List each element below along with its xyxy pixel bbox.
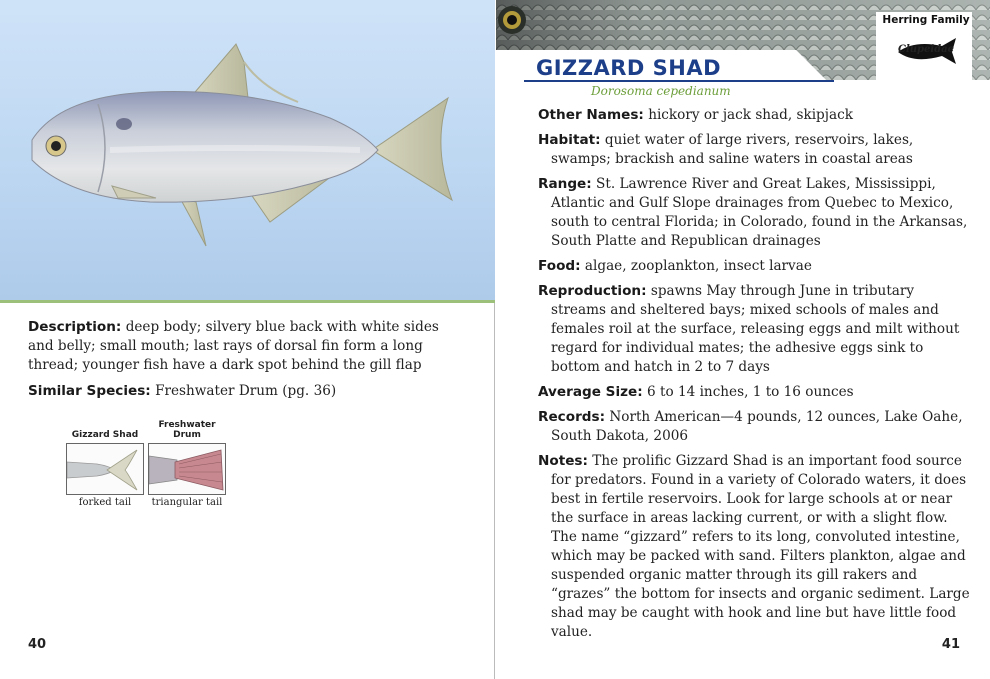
detail-text: 6 to 14 inches, 1 to 16 ounces	[647, 384, 854, 400]
right-page	[496, 0, 990, 679]
triangular-tail-image	[148, 443, 226, 495]
species-details	[538, 106, 970, 648]
detail-label: Range:	[538, 176, 592, 192]
family-scientific-name: Clupeidae	[897, 44, 954, 55]
forked-tail-image	[66, 443, 144, 495]
similar-species-label: Similar Species:	[28, 383, 151, 399]
title-underline	[524, 80, 834, 82]
similar-species-paragraph	[28, 382, 468, 401]
detail-text: The prolific Gizzard Shad is an important food source for predators. Found in a variety of Colorado waters, it does best in fertile reservoirs. Look for large schools at or near the surface in areas lacking current, or with a slight flow. The name “gizzard” refers to its long, convoluted intestine, which may be packed with sand. Filters plankton, algae and suspended organic matter through its gill rakers and “grazes” the bottom for insects and organic sediment. Large shad may be caught with hook and line but have little food value.	[551, 453, 970, 640]
detail-text: algae, zooplankton, insect larvae	[584, 258, 812, 274]
detail-label: Habitat:	[538, 132, 601, 148]
tail-comparison	[66, 418, 236, 508]
detail-label: Other Names:	[538, 107, 644, 123]
family-label-box	[878, 14, 974, 80]
detail-entry	[538, 282, 970, 377]
detail-entry	[538, 383, 970, 402]
detail-entry	[538, 452, 970, 642]
description-text: deep body; silvery blue back with white sides and belly; small mouth; last rays of dorsal fin form a long thread; younger fish have a dark spot behind the gill flap	[28, 319, 439, 373]
comparison-freshwater-drum	[148, 418, 226, 508]
detail-entry	[538, 131, 970, 169]
detail-entry	[538, 257, 970, 276]
page-number-left: 40	[28, 637, 47, 652]
comparison-caption: triangular tail	[151, 497, 223, 508]
detail-text: quiet water of large rivers, reservoirs, lakes, swamps; brackish and saline waters in coastal areas	[551, 132, 914, 167]
comparison-gizzard-shad	[66, 418, 144, 508]
detail-label: Reproduction:	[538, 283, 647, 299]
detail-entry	[538, 408, 970, 446]
left-body-text	[28, 318, 468, 408]
detail-text: spawns May through June in tributary streams and sheltered bays; mixed schools of males and females roil at the surface, releasing eggs and milt without regard for individual mates; the adhesive eggs sink to bottom and hatch in 2 to 7 days	[551, 283, 960, 375]
comparison-title: Freshwater Drum	[158, 420, 216, 440]
detail-label: Notes:	[538, 453, 588, 469]
detail-entry	[538, 106, 970, 125]
detail-text: hickory or jack shad, skipjack	[648, 107, 853, 123]
detail-text: St. Lawrence River and Great Lakes, Mississippi, Atlantic and Gulf Slope drainages from Quebec to Mexico, south to central Florida; in Colorado, found in the Arkansas, South Platte and Republican drainages	[551, 176, 968, 249]
detail-label: Average Size:	[538, 384, 643, 400]
comparison-caption: forked tail	[78, 497, 132, 508]
fish-illustration-panel	[0, 0, 495, 303]
gizzard-shad-illustration	[0, 0, 495, 300]
detail-entry	[538, 175, 970, 251]
detail-label: Records:	[538, 409, 606, 425]
detail-text: North American—4 pounds, 12 ounces, Lake Oahe, South Dakota, 2006	[551, 409, 963, 444]
description-label: Description:	[28, 319, 122, 335]
description-paragraph	[28, 318, 468, 375]
species-title: GIZZARD SHAD	[536, 56, 722, 80]
similar-species-text: Freshwater Drum (pg. 36)	[155, 383, 337, 399]
family-name: Herring Family	[882, 14, 970, 26]
comparison-title: Gizzard Shad	[71, 429, 139, 440]
detail-label: Food:	[538, 258, 581, 274]
scientific-name: Dorosoma cepedianum	[591, 84, 731, 98]
page-number-right: 41	[941, 637, 960, 652]
